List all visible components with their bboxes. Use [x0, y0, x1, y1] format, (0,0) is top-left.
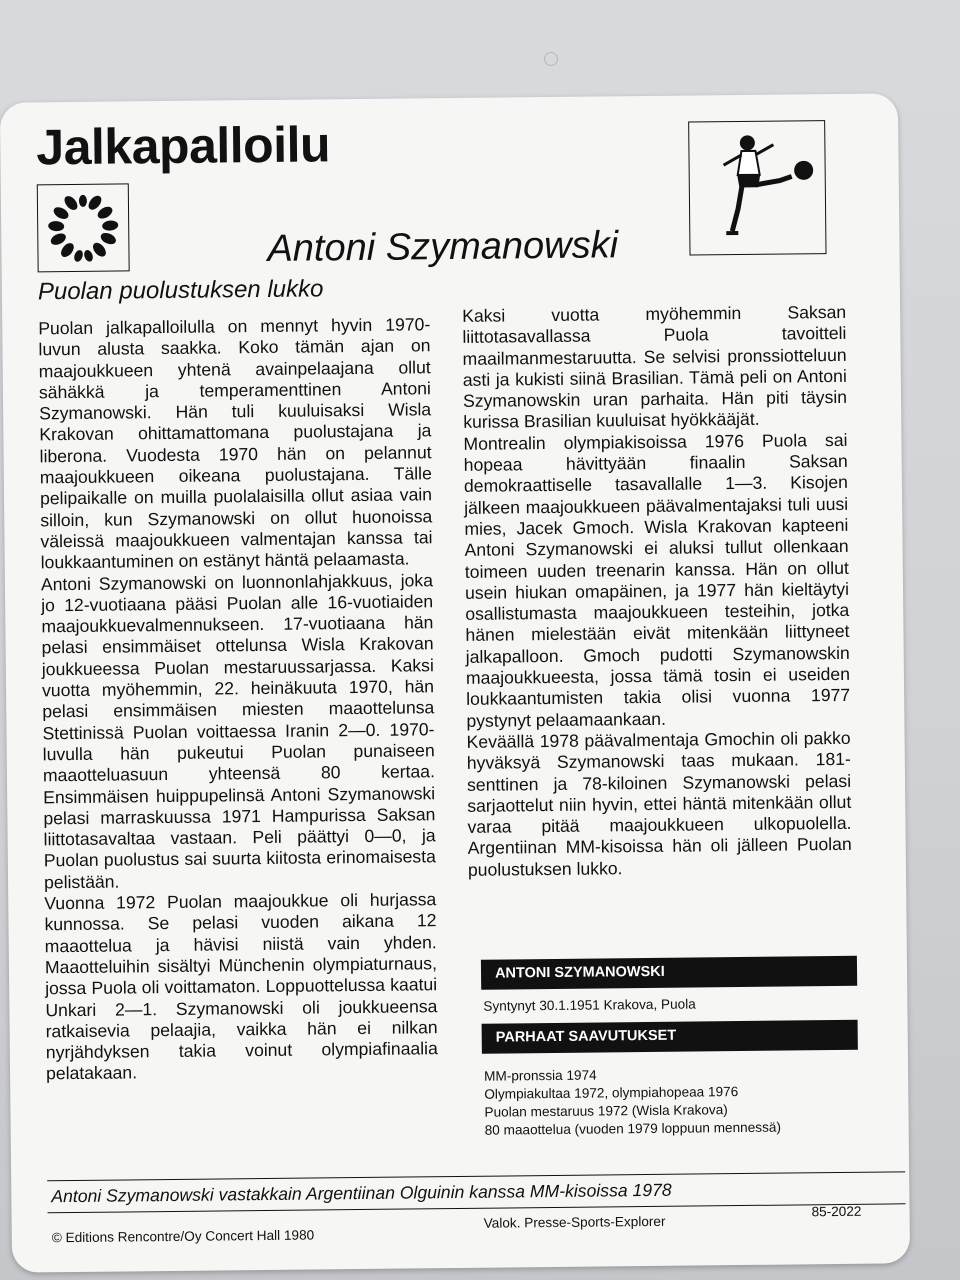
body-paragraph: Puolan jalkapalloilulla on mennyt hyvin 1970-luvun alusta saakka. Koko tämän ajan on maajoukkueen yhtenä avainpelaajana ollut sähäkkä ja temperamenttinen Antoni Szymanowski. Hän tuli kuuluisaksi Wisla Krakovan ohittamattomana puolustajana ja liberona. Vuodesta 1970 hän on pelannut maajoukkueen oikeana puolustajana. Tälle pelipaikalle on muilla puolalaisilla ollut asiaa vain silloin, kun Szymanowski on ollut huonoissa väleissä maajoukkueen valmentajan kanssa tai loukkaantuminen on estänyt häntä pelaamasta. [38, 314, 433, 573]
birth-info: Syntynyt 30.1.1951 Krakova, Puola [483, 996, 696, 1014]
photo-caption: Antoni Szymanowski vastakkain Argentiinan Olguinin kanssa MM-kisoissa 1978 [51, 1179, 672, 1207]
body-paragraph: Kaksi vuotta myöhemmin Saksan liittotasavallassa Puola tavoitteli maailmanmestaruutta. Se selvisi pronssiotteluun asti ja kukisti siinä Brasilian. Tämä peli on Antoni Szymanowskin uran parhaita. Hän piti täysin kurissa Brasilian kuuluisat hyökkääjät. [462, 301, 848, 433]
achievements-header: PARHAAT SAAVUTUKSET [482, 1020, 858, 1054]
article-subtitle: Puolan puolustuksen lukko [37, 275, 324, 306]
achievements-list [484, 1064, 865, 1140]
body-left-column [38, 314, 438, 1085]
card-number: 85-2022 [811, 1203, 862, 1220]
facts-name-header: ANTONI SZYMANOWSKI [481, 956, 857, 990]
achievement-item: Puolan mestaruus 1972 (Wisla Krakova) [484, 1102, 728, 1120]
body-paragraph: Keväällä 1978 päävalmentaja Gmochin oli pakko hyväksyä Szymanowski taas mukaan. 181-senttinen ja 78-kiloinen Szymanowski pelasi sarjaottelut niin hyvin, ettei häntä mitenkään ollut varaa pitää maajoukkueen ulkopuolella. Argentiinan MM-kisoissa hän oli jälleen Puolan puolustuksen lukko. [466, 727, 852, 880]
player-name: Antoni Szymanowski [267, 224, 619, 270]
body-paragraph: Montrealin olympiakisoissa 1976 Puola sai hopeaa hävittyään finaalin Saksan demokraattiselle tasavallalle 1—3. Kisojen jälkeen maajoukkueen päävalmentajaksi tuli uusi mies, Jacek Gmoch. Wisla Krakovan kapteeni Antoni Szymanowski ei aluksi tullut ollenkaan toimeen uuden treenarin kanssa. Hän on ollut usein hiukan omapäinen, ja 1977 hän kieltäytyi osallistumasta maajoukkueen testeihin, jotka hänen mielestään eivät mitenkään liittyneet jalkapalloon. Gmoch pudotti Szymanowskin maajoukkueesta, jossa tämä tosin ei useiden loukkaantumisten takia olisi vuonna 1977 pystynyt pelaamaankaan. [463, 429, 851, 731]
football-player-kicking-icon [697, 128, 818, 247]
emblem-frame [37, 183, 130, 272]
body-paragraph: Vuonna 1972 Puolan maajoukkue oli hurjassa kunnossa. Se pelasi vuoden aikana 12 maaottelua ja hävisi niistä vain yhden. Maaotteluihin sisältyi Münchenin olympiaturnaus, jossa Puola oli voittamaton. Loppuottelussa kaatui Unkari 2—1. Szymanowski oli joukkueensa ratkaisevia pelaajia, vaikka hän ei nilkan nyrjähdyksen takia voinut olympiafinaalia pelatakaan. [44, 889, 438, 1084]
copyright-notice: © Editions Rencontre/Oy Concert Hall 1980 [51, 1227, 315, 1246]
achievement-item: Olympiakultaa 1972, olympiahopeaa 1976 [484, 1084, 739, 1102]
body-paragraph: Antoni Szymanowski on luonnonlahjakkuus, joka jo 12-vuotiaana pääsi Puolan alle 16-vuotiaiden maajoukkuevalmennukseen. 17-vuotiaana hän pelasi ensimmäiset ottelunsa Wisla Krakovan joukkueessa Puolan mestaruussarjassa. Kaksi vuotta myöhemmin, 22. heinäkuuta 1970, hän pelasi ensimmäisen miesten maaottelunsa Stettinissä Puolan voittaessa Iranin 2—0. 1970-luvulla hän pukeutui Puolan punaiseen maaotteluasuun yhteensä 80 kertaa. Ensimmäisen huippupelinsä Antoni Szymanowski pelasi marraskuussa 1971 Hampurissa Saksan liittotasavaltaa vastaan. Peli päättyi 0—0, ja Puolan puolustus sai suurta kiitosta erinomaisesta pelistään. [40, 569, 436, 893]
laurel-wreath-icon [47, 192, 120, 263]
sports-card [0, 93, 910, 1272]
achievement-item: 80 maaottelua (vuoden 1979 loppuun mennessä) [484, 1119, 782, 1138]
wall-pin-mark [544, 52, 558, 66]
photo-credit: Valok. Presse-Sports-Explorer [483, 1213, 666, 1231]
illustration-frame [688, 120, 826, 255]
achievement-item: MM-pronssia 1974 [484, 1067, 597, 1084]
footer-divider [47, 1171, 905, 1181]
sport-title: Jalkapalloilu [36, 116, 331, 176]
body-right-column [462, 302, 852, 881]
